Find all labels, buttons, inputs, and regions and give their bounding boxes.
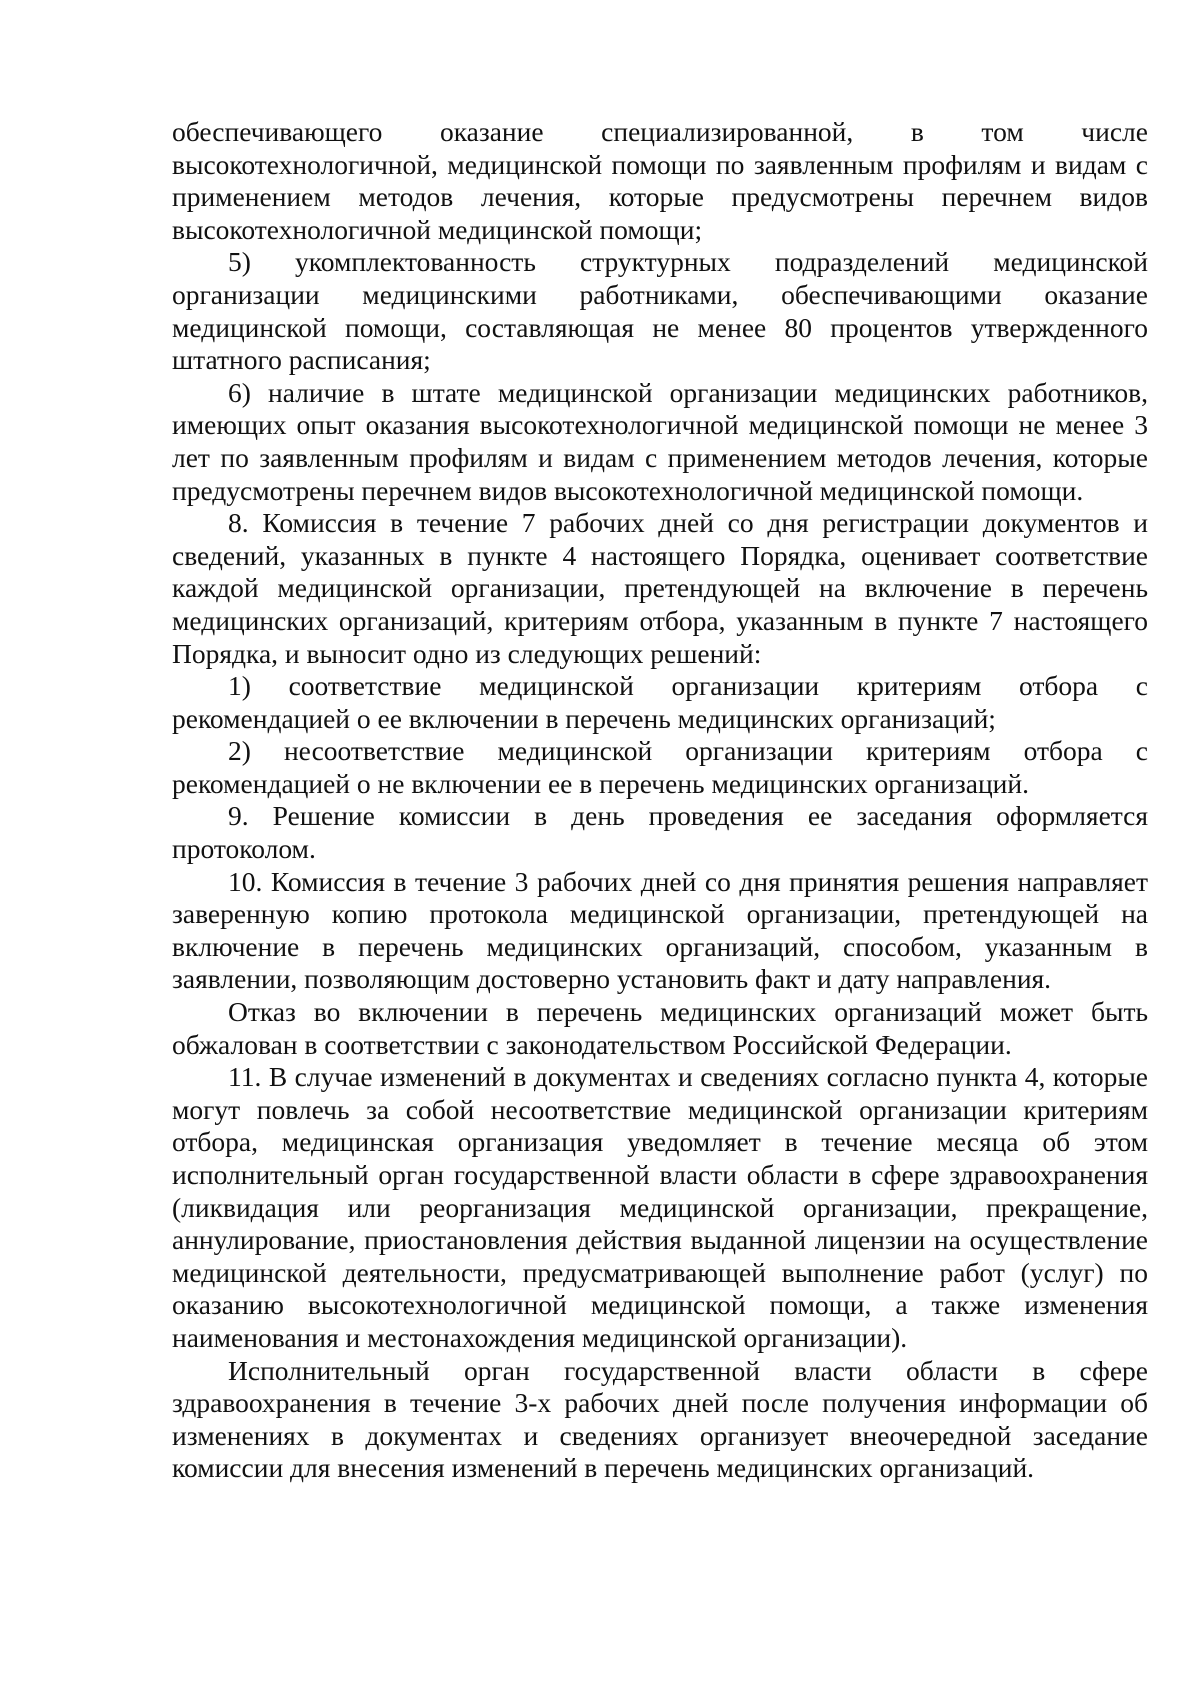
- paragraph-decision-2: 2) несоответствие медицинской организации критериям отбора с рекомендацией о не включении ее в перечень медицинских организаций.: [172, 735, 1148, 799]
- paragraph-appeal: Отказ во включении в перечень медицинских организаций может быть обжалован в соответствии с законодательством Российской Федерации.: [172, 996, 1148, 1060]
- paragraph-continuation: обеспечивающего оказание специализированной, в том числе высокотехнологичной, медицинской помощи по заявленным профилям и видам с применением методов лечения, которые предусмотрены перечнем видов высокотехнологичной медицинской помощи;: [172, 116, 1148, 245]
- paragraph-section-8: 8. Комиссия в течение 7 рабочих дней со дня регистрации документов и сведений, указанных в пункте 4 настоящего Порядка, оценивает соответствие каждой медицинской организации, претендующей на включение в перечень медицинских организаций, критериям отбора, указанным в пункте 7 настоящего Порядка, и выносит одно из следующих решений:: [172, 507, 1148, 669]
- paragraph-extraordinary-meeting: Исполнительный орган государственной власти области в сфере здравоохранения в течение 3-х рабочих дней после получения информации об изменениях в документах и сведениях организует внеочередной заседание комиссии для внесения изменений в перечень медицинских организаций.: [172, 1354, 1148, 1484]
- paragraph-decision-1: 1) соответствие медицинской организации критериям отбора с рекомендацией о ее включении в перечень медицинских организаций;: [172, 670, 1148, 734]
- paragraph-section-9: 9. Решение комиссии в день проведения ее заседания оформляется протоколом.: [172, 800, 1148, 865]
- paragraph-section-10: 10. Комиссия в течение 3 рабочих дней со дня принятия решения направляет заверенную копию протокола медицинской организации, претендующей на включение в перечень медицинских организаций, способом, указанным в заявлении, позволяющим достоверно установить факт и дату направления.: [172, 865, 1148, 995]
- paragraph-item-6: 6) наличие в штате медицинской организации медицинских работников, имеющих опыт оказания высокотехнологичной медицинской помощи не менее 3 лет по заявленным профилям и видам с применением методов лечения, которые предусмотрены перечнем видов высокотехнологичной медицинской помощи.: [172, 376, 1148, 506]
- paragraph-item-5: 5) укомплектованность структурных подразделений медицинской организации медицинскими работниками, обеспечивающими оказание медицинской помощи, составляющая не менее 80 процентов утвержденного штатного расписания;: [172, 246, 1148, 376]
- paragraph-section-11: 11. В случае изменений в документах и сведениях согласно пункта 4, которые могут повлечь за собой несоответствие медицинской организации критериям отбора, медицинская организация уведомляет в течение месяца об этом исполнительный орган государственной власти области в сфере здравоохранения (ликвидация или реорганизация медицинской организации, прекращение, аннулирование, приостановления действия выданной лицензии на осуществление медицинской деятельности, предусматривающей выполнение работ (услуг) по оказанию высокотехнологичной медицинской помощи, а также изменения наименования и местонахождения медицинской организации).: [172, 1061, 1148, 1353]
- document-page: [172, 116, 1148, 1485]
